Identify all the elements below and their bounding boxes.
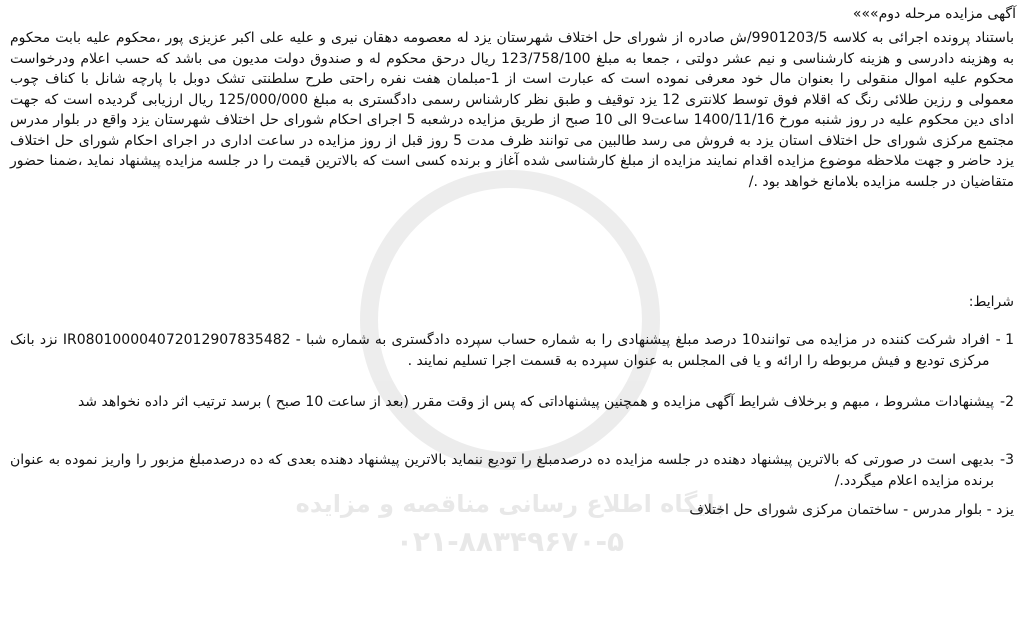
watermark-logo-icon <box>360 170 660 470</box>
condition-number: 3- <box>1000 452 1014 468</box>
condition-item-2 <box>10 392 1014 413</box>
notice-address: یزد - بلوار مدرس - ساختمان مرکزی شورای حل اختلاف <box>689 502 1014 518</box>
notice-body: باستناد پرونده اجرائی به کلاسه 9901203/5/ش صادره از شورای حل اختلاف شهرستان یزد له معصومه دهقان نیری و علیه علی اکبر عزیزی پور ،محکوم علیه بابت محکوم به وهزینه دادرسی و هزینه کارشناسی و نیم عشر دولتی ، جمعا به مبلغ 123/758/100 ریال درحق محکوم له و صندوق دولت مدیون می باشد که حسب اعلام ودرخواست محکوم علیه اموال منقولی را بعنوان مال خود معرفی نموده است که عبارت است از 1-مبلمان هفت نفره راحتی طرح سلطنتی تشک دوبل با پارچه شانل با کناف چوب معمولی و رزین طلائی رنگ که اقلام فوق توسط کلانتری 12 یزد توقیف و طبق نظر کارشناس رسمی دادگستری به مبلغ 125/000/000 ریال ارزیابی گردیده است که جهت ادای دین محکوم علیه در روز شنبه مورخ 1400/11/16 ساعت9 الی 10 صبح از طریق مزایده درشعبه 5 اجرای احکام شورای حل اختلاف شهرستان یزد واقع در بلوار مدرس مجتمع مرکزی شورای حل اختلاف استان یزد به فروش می رسد طالبین می توانند ظرف مدت 5 روز قبل از روز مزایده در ساعت اداری در اجرای احکام شورای حل اختلاف یزد حاضر و جهت ملاحظه موضوع مزایده اقدام نمایند مزایده از مبلغ کارشناسی شده آغاز و برنده کسی است که بالاترین قیمت را در جلسه مزایده پیشنهاد نماید ،ضمنا حضور متقاضیان در جلسه مزایده بلامانع خواهد بود ./ <box>10 30 1015 190</box>
notice-title: آگهی مزایده مرحله دوم»»» <box>852 6 1016 22</box>
watermark-phone: ۰۲۱-۸۸۳۴۹۶۷۰-۵ <box>395 525 625 558</box>
condition-text: افراد شرکت کننده در مزایده می توانند10 درصد مبلغ پیشنهادی را به شماره حساب سپرده دادگستری به شماره شبا - IR080100004072012907835482 نزد بانک مرکزی تودیع و فیش مربوطه را ارائه و یا فی المجلس به عنوان سپرده به قسمت اجرا تسلیم نمایند . <box>10 332 990 369</box>
site-watermark <box>215 170 805 590</box>
condition-text: پیشنهادات مشروط ، مبهم و برخلاف شرایط آگهی مزایده و همچنین پیشنهاداتی که پس از وقت مقرر (بعد از ساعت 10 صبح ) برسد ترتیب اثر داده نخواهد شد <box>77 394 995 410</box>
condition-item-1 <box>10 330 1014 371</box>
condition-text: بدیهی است در صورتی که بالاترین پیشنهاد دهنده در جلسه مزایده ده درصدمبلغ را تودیع ننماید بالاترین پیشنهاد دهنده بعدی که ده درصدمبلغ مزبور را واریز نموده به عنوان برنده مزایده اعلام میگردد./ <box>10 452 995 489</box>
conditions-heading: شرایط: <box>968 294 1014 310</box>
condition-item-3 <box>10 450 1014 491</box>
condition-number: 1 - <box>995 332 1014 348</box>
watermark-text: پایگاه اطلاع رسانی مناقصه و مزایده <box>295 490 725 518</box>
condition-number: 2- <box>1000 394 1014 410</box>
